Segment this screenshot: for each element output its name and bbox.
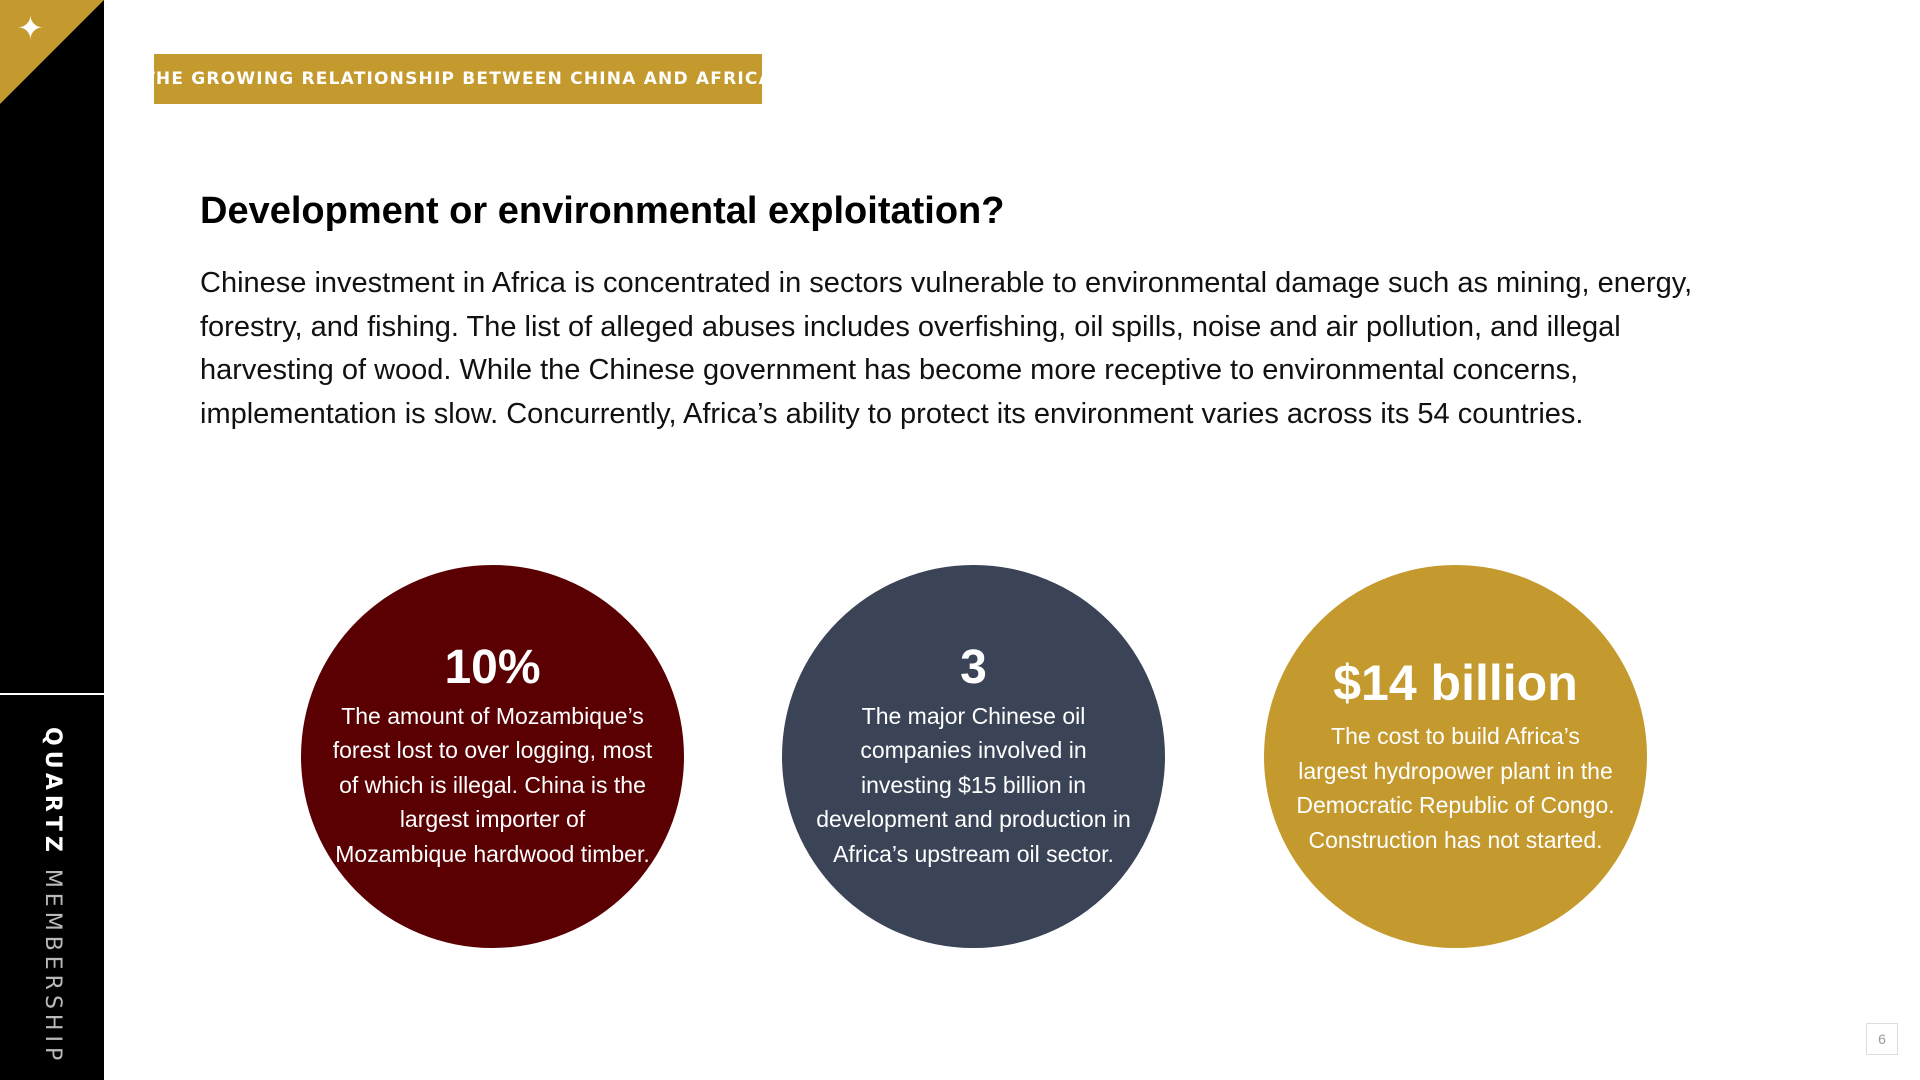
brand-light: MEMBERSHIP [40, 868, 65, 1066]
corner-accent [0, 0, 104, 104]
sidebar [0, 0, 104, 1080]
stat-value: 10% [444, 640, 541, 694]
stat-value: 3 [960, 640, 987, 694]
brand-wordmark [38, 727, 66, 1065]
stat-circle-forest [301, 565, 684, 948]
section-label [143, 54, 773, 104]
section-label-text: THE GROWING RELATIONSHIP BETWEEN CHINA AND AFRICA [143, 69, 773, 89]
page-title: Development or environmental exploitation? [200, 190, 1005, 232]
stat-circle-oil [782, 565, 1165, 948]
stat-value: $14 billion [1333, 655, 1578, 711]
stat-circle-hydropower [1264, 565, 1647, 948]
stat-description: The major Chinese oil companies involved in investing $15 billion in development and production in Africa’s upstream oil sector. [816, 702, 1131, 867]
stat-description: The amount of Mozambique’s forest lost to over logging, most of which is illegal. China is the largest importer of Mozambique hardwood timber. [332, 702, 653, 867]
stat-description: The cost to build Africa’s largest hydropower plant in the Democratic Republic of Congo. Construction has not started. [1296, 723, 1615, 853]
four-point-star-icon: ✦ [17, 9, 44, 47]
page-number: 6 [1866, 1023, 1898, 1055]
sidebar-divider [0, 693, 104, 695]
body-paragraph: Chinese investment in Africa is concentrated in sectors vulnerable to environmental damage such as mining, energy, forestry, and fishing. The list of alleged abuses includes overfishing, oil spills, noise and air pollution, and illegal harvesting of wood. While the Chinese government has become more receptive to environmental concerns, implementation is slow. Concurrently, Africa’s ability to protect its environment varies across its 54 countries. [200, 267, 1693, 430]
brand-bold: QUARTZ [40, 727, 65, 857]
